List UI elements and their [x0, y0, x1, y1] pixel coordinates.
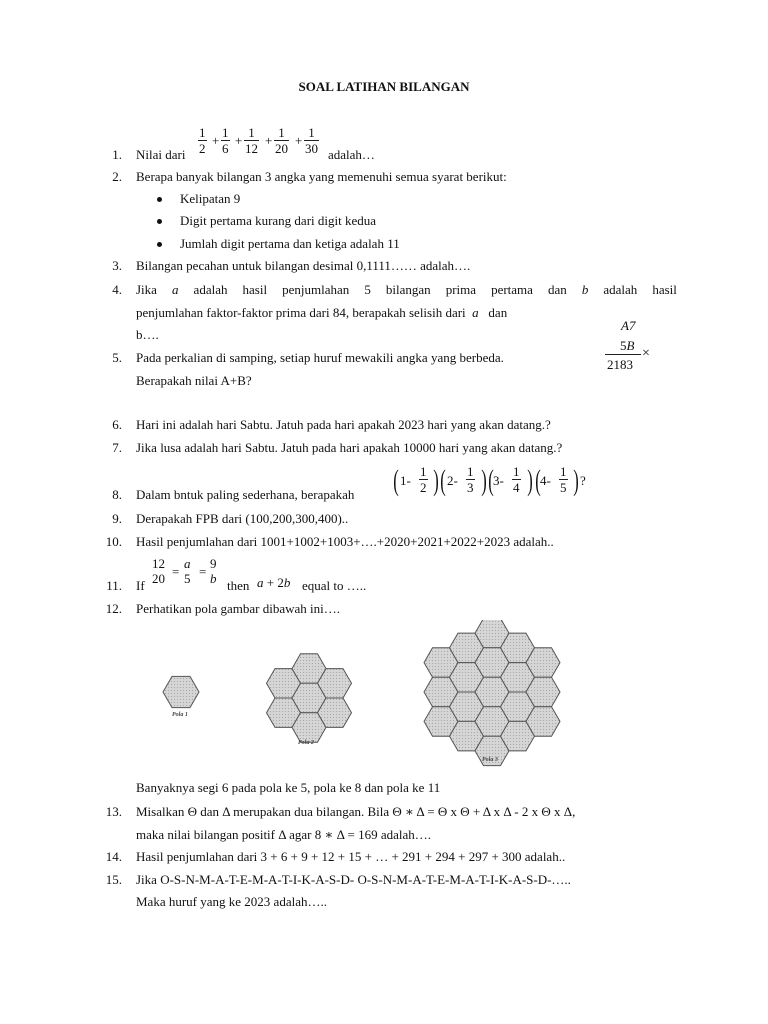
plus-sign: + [212, 133, 220, 148]
q11-expression: a + 2b [257, 575, 291, 590]
q11-if: If [136, 578, 145, 593]
q3-text: Bilangan pecahan untuk bilangan desimal 0,1111…… adalah…. [136, 258, 471, 273]
q8-fraction: $\frac{1}{3}$ [467, 464, 474, 495]
plus-sign: + [265, 133, 273, 148]
q11-fraction: 9 b [210, 556, 217, 586]
q12-text: Perhatikan pola gambar dibawah ini…. [136, 601, 340, 616]
q6-text: Hari ini adalah hari Sabtu. Jatuh pada hari apakah 2023 hari yang akan datang.? [136, 417, 551, 432]
bullet-icon [157, 242, 162, 247]
bullet-icon [157, 197, 162, 202]
mult-mid: 5B [620, 338, 635, 353]
q8-fraction: $\frac{1}{4}$ [513, 464, 520, 495]
q11-tail: equal to ….. [302, 578, 367, 593]
q4-number: 4. [112, 282, 122, 297]
q3-number: 3. [112, 258, 122, 273]
plus-sign: + [295, 133, 303, 148]
hexagon-pattern-figure [140, 620, 590, 770]
q15-number: 15. [105, 872, 122, 887]
q12-after-text: Banyaknya segi 6 pada pola ke 5, pola ke 8 dan pola ke 11 [136, 780, 441, 795]
q9-text: Derapakah FPB dari (100,200,300,400).. [136, 511, 349, 526]
q1-fraction: $\frac{1}{6}$ [222, 125, 229, 156]
q5-number: 5. [112, 350, 122, 365]
hexagon-tiles [163, 620, 560, 766]
q1-prefix: Nilai dari [136, 147, 186, 162]
q8-number: 8. [112, 487, 122, 502]
q12-number: 12. [105, 601, 122, 616]
q14-text: Hasil penjumlahan dari 3 + 6 + 9 + 12 + 15 + … + 291 + 294 + 297 + 300 adalah.. [136, 849, 566, 864]
q2-number: 2. [112, 169, 122, 184]
q1-number: 1. [112, 147, 122, 162]
q1-suffix: adalah… [328, 147, 375, 162]
page-title: SOAL LATIHAN BILANGAN [298, 79, 470, 94]
q14-number: 14. [105, 849, 122, 864]
q2-text: Berapa banyak bilangan 3 angka yang memenuhi semua syarat berikut: [136, 169, 507, 184]
mult-line [605, 354, 641, 355]
caption-pola-1: Pola 1 [172, 712, 188, 718]
multiply-icon: × [642, 346, 650, 361]
q11-fraction: 12 20 [152, 556, 165, 586]
q8-fraction: $\frac{1}{5}$ [560, 464, 567, 495]
q1-fraction: $\frac{1}{20}$ [275, 125, 288, 156]
q10-number: 10. [105, 534, 122, 549]
bullet-icon [157, 219, 162, 224]
q2-bullet-item: Digit pertama kurang dari digit kedua [180, 213, 377, 228]
q4-line1: Jika a adalah hasil penjumlahan 5 bilangan prima pertama dan b adalah hasil [136, 282, 677, 297]
q4-line2: penjumlahan faktor-faktor prima dari 84, berapakah selisih dari a dan [136, 305, 508, 320]
q10-text: Hasil penjumlahan dari 1001+1002+1003+….+2020+2021+2022+2023 adalah.. [136, 534, 554, 549]
q5-line2: Berapakah nilai A+B? [136, 373, 252, 388]
q8-fraction: $\frac{1}{2}$ [420, 464, 427, 495]
q6-number: 6. [112, 417, 122, 432]
q15-line1: Jika O-S-N-M-A-T-E-M-A-T-I-K-A-S-D- O-S-N-M-A-T-E-M-A-T-I-K-A-S-D-….. [136, 872, 571, 887]
q11-number: 11. [106, 578, 122, 593]
q13-line1: Misalkan Θ dan Δ merupakan dua bilangan. Bila Θ ∗ Δ = Θ x Θ + Δ x Δ - 2 x Θ x Δ, [136, 804, 576, 819]
mult-result: 2183 [607, 357, 633, 372]
q13-line2: maka nilai bilangan positif Δ agar 8 ∗ Δ = 169 adalah…. [136, 827, 431, 842]
q2-bullet-item: Jumlah digit pertama dan ketiga adalah 11 [180, 236, 400, 251]
q7-text: Jika lusa adalah hari Sabtu. Jatuh pada hari apakah 10000 hari yang akan datang.? [136, 440, 563, 455]
q9-number: 9. [112, 511, 122, 526]
q13-number: 13. [105, 804, 122, 819]
q1-fraction: $\frac{1}{2}$ [199, 125, 206, 156]
q15-line2: Maka huruf yang ke 2023 adalah….. [136, 894, 327, 909]
q11-fraction: a 5 [184, 556, 191, 586]
q11-then: then [227, 578, 250, 593]
q4-line3: b…. [136, 327, 159, 342]
q8-text: Dalam bntuk paling sederhana, berapakah [136, 487, 355, 502]
q1-fraction: $\frac{1}{30}$ [305, 125, 318, 156]
caption-pola-2: Pola 2 [298, 740, 314, 746]
plus-sign: + [235, 133, 243, 148]
mult-top: A7 [621, 318, 636, 333]
q5-line1: Pada perkalian di samping, setiap huruf mewakili angka yang berbeda. [136, 350, 504, 365]
q1-fraction: $\frac{1}{12}$ [245, 125, 258, 156]
q7-number: 7. [112, 440, 122, 455]
q2-bullet-item: Kelipatan 9 [180, 191, 241, 206]
caption-pola-3: Pola 3 [482, 757, 498, 763]
hexagon-tile [163, 676, 199, 707]
